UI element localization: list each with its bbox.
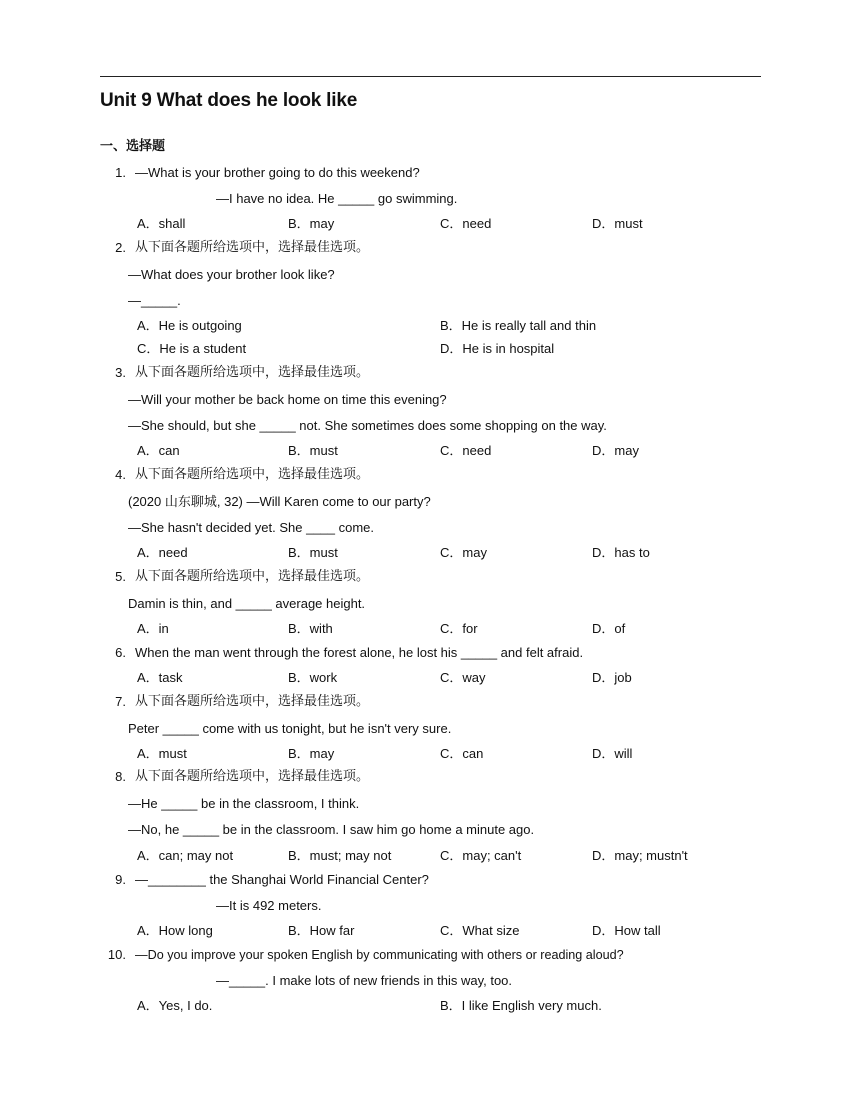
question-instruction: 从下面各题所给选项中，选择最佳选项。 xyxy=(135,569,370,584)
option-a[interactable]: A．task xyxy=(137,670,183,685)
option-d[interactable]: D．must xyxy=(592,216,643,231)
question-stem: —He _____ be in the classroom, I think. xyxy=(128,796,360,811)
question-number: 9. xyxy=(115,872,126,887)
option-a[interactable]: A．can xyxy=(137,443,180,458)
option-c[interactable]: C．need xyxy=(440,216,492,231)
question-instruction: 从下面各题所给选项中，选择最佳选项。 xyxy=(135,365,370,380)
section-heading: 一、选择题 xyxy=(100,139,166,154)
option-a[interactable]: A．How long xyxy=(137,923,213,938)
question-number: 8. xyxy=(115,769,126,784)
option-b[interactable]: B．He is really tall and thin xyxy=(440,318,597,333)
question-instruction: 从下面各题所给选项中，选择最佳选项。 xyxy=(135,467,370,482)
question-instruction: 从下面各题所给选项中，选择最佳选项。 xyxy=(135,240,370,255)
page-title: Unit 9 What does he look like xyxy=(100,90,358,111)
option-b[interactable]: B．I like English very much. xyxy=(440,998,602,1013)
option-d[interactable]: D．will xyxy=(592,746,633,761)
question-stem: Peter _____ come with us tonight, but he isn't very sure. xyxy=(128,721,452,736)
question-stem: —She hasn't decided yet. She ____ come. xyxy=(128,520,375,535)
option-d[interactable]: D．has to xyxy=(592,545,650,560)
question-stem: —It is 492 meters. xyxy=(216,898,322,913)
option-d[interactable]: D．job xyxy=(592,670,632,685)
option-b[interactable]: B．may xyxy=(288,216,335,231)
question-number: 6. xyxy=(115,645,126,660)
option-c[interactable]: C．for xyxy=(440,621,478,636)
option-d[interactable]: D．may; mustn't xyxy=(592,848,688,863)
option-c[interactable]: C．He is a student xyxy=(137,341,247,356)
option-b[interactable]: B．How far xyxy=(288,923,355,938)
option-a[interactable]: A．He is outgoing xyxy=(137,318,242,333)
question-stem: —What does your brother look like? xyxy=(128,267,335,282)
question-number: 2. xyxy=(115,240,126,255)
option-b[interactable]: B．must xyxy=(288,443,338,458)
option-d[interactable]: D．may xyxy=(592,443,639,458)
option-d[interactable]: D．He is in hospital xyxy=(440,341,555,356)
question-number: 4. xyxy=(115,467,126,482)
option-b[interactable]: B．may xyxy=(288,746,335,761)
question-number: 5. xyxy=(115,569,126,584)
question-stem: —_____. I make lots of new friends in this way, too. xyxy=(216,973,513,988)
option-a[interactable]: A．shall xyxy=(137,216,186,231)
option-d[interactable]: D．How tall xyxy=(592,923,661,938)
option-c[interactable]: C．way xyxy=(440,670,486,685)
question-stem: —________ the Shanghai World Financial Center? xyxy=(135,872,429,887)
question-number: 7. xyxy=(115,694,126,709)
question-stem: —I have no idea. He _____ go swimming. xyxy=(216,191,458,206)
question-instruction: 从下面各题所给选项中，选择最佳选项。 xyxy=(135,769,370,784)
question-stem: —What is your brother going to do this weekend? xyxy=(135,165,420,180)
header-rule xyxy=(100,76,761,77)
option-b[interactable]: B．with xyxy=(288,621,333,636)
option-d[interactable]: D．of xyxy=(592,621,626,636)
question-stem: —She should, but she _____ not. She sometimes does some shopping on the way. xyxy=(128,418,607,433)
option-a[interactable]: A．Yes, I do. xyxy=(137,998,213,1013)
question-number: 3. xyxy=(115,365,126,380)
option-c[interactable]: C．may; can't xyxy=(440,848,522,863)
option-b[interactable]: B．must xyxy=(288,545,338,560)
question-stem: —Will your mother be back home on time this evening? xyxy=(128,392,447,407)
question-number: 10. xyxy=(107,947,126,962)
option-a[interactable]: A．in xyxy=(137,621,169,636)
question-stem: (2020 山东聊城, 32) —Will Karen come to our party? xyxy=(128,494,431,509)
option-c[interactable]: C．What size xyxy=(440,923,520,938)
option-c[interactable]: C．may xyxy=(440,545,487,560)
question-stem: —No, he _____ be in the classroom. I saw him go home a minute ago. xyxy=(128,822,535,837)
option-b[interactable]: B．work xyxy=(288,670,338,685)
question-stem: When the man went through the forest alone, he lost his _____ and felt afraid. xyxy=(135,645,584,660)
option-a[interactable]: A．need xyxy=(137,545,188,560)
question-stem: —_____. xyxy=(128,293,181,308)
question-instruction: 从下面各题所给选项中，选择最佳选项。 xyxy=(135,694,370,709)
option-c[interactable]: C．can xyxy=(440,746,484,761)
option-a[interactable]: A．can; may not xyxy=(137,848,234,863)
question-number: 1. xyxy=(115,165,126,180)
option-b[interactable]: B．must; may not xyxy=(288,848,392,863)
option-a[interactable]: A．must xyxy=(137,746,187,761)
option-c[interactable]: C．need xyxy=(440,443,492,458)
question-stem: Damin is thin, and _____ average height. xyxy=(128,596,366,611)
question-stem: —Do you improve your spoken English by communicating with others or reading aloud? xyxy=(135,948,624,962)
